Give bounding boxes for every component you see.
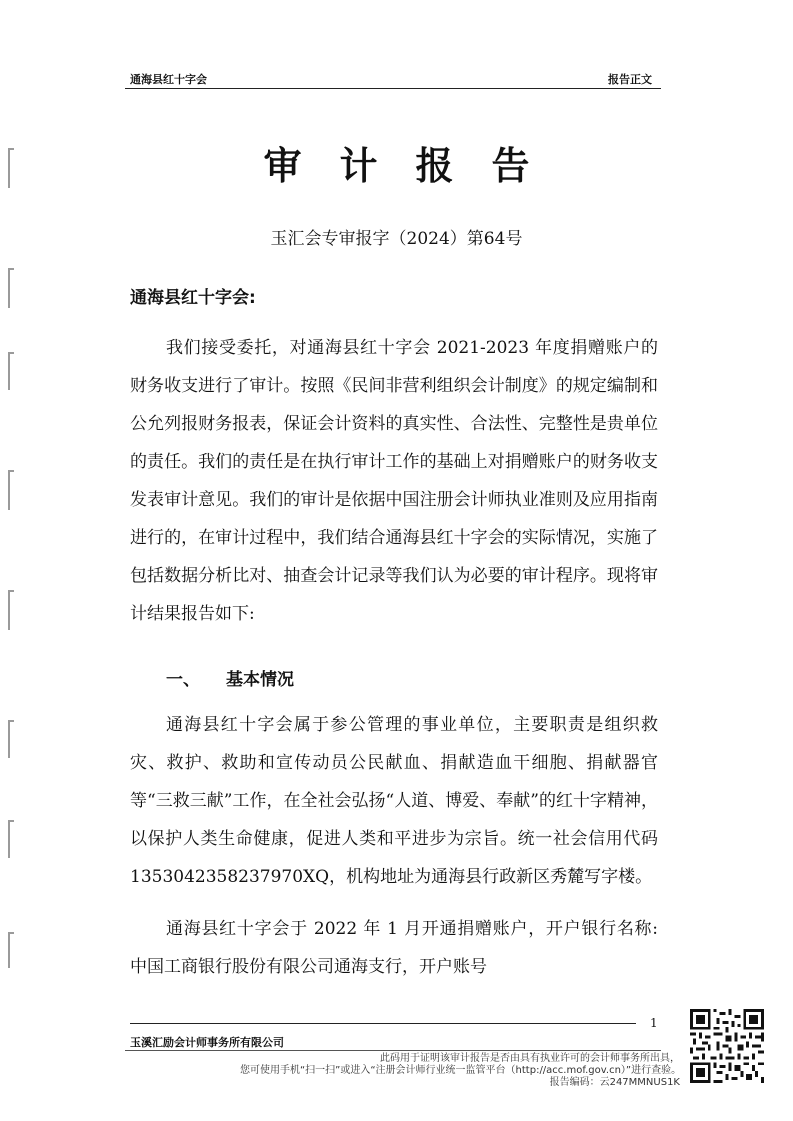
header-doc-type: 报告正文 — [608, 73, 652, 86]
binding-mark — [8, 352, 10, 390]
report-number: 玉汇会专审报字（2024）第64号 — [270, 229, 523, 249]
header-rule — [125, 88, 661, 89]
binding-mark — [8, 820, 10, 858]
qr-code-icon[interactable] — [690, 1009, 764, 1083]
firm-name: 玉溪汇励会计师事务所有限公司 — [130, 1036, 284, 1049]
section-title: 基本情况 — [226, 670, 294, 690]
binding-mark — [8, 470, 10, 510]
page-title: 审计报告 — [263, 144, 568, 188]
binding-mark — [8, 932, 10, 968]
footer-rule — [130, 1023, 636, 1024]
header-org: 通海县红十字会 — [130, 73, 207, 86]
addressee: 通海县红十字会: — [130, 288, 256, 308]
section-heading — [166, 665, 294, 690]
binding-mark — [8, 720, 10, 758]
binding-mark — [8, 268, 10, 308]
basic-info-paragraph: 通海县红十字会属于参公管理的事业单位，主要职责是组织救灾、救护、救助和宣传动员公民献血、捐献造血干细胞、捐献器官等“三救三献”工作，在全社会弘扬“人道、博爱、奉献”的红十字精神，以保护人类生命健康，促进人类和平进步为宗旨。统一社会信用代码 1353042358237970XQ，机构地址为通海县行政新区秀麓写字楼。 — [130, 715, 658, 887]
verification-note — [240, 1053, 680, 1089]
page-number: 1 — [650, 1016, 658, 1030]
binding-mark — [8, 590, 10, 630]
verify-line: 此码用于证明该审计报告是否由具有执业许可的会计师事务所出具， — [380, 1053, 680, 1064]
section-number: 一、 — [166, 670, 200, 690]
verify-line: 您可使用手机“扫一扫”或进入“注册会计师行业统一监管平台（http://acc.mof.gov.cn）”进行查验。 — [240, 1065, 682, 1076]
footer-rule-bottom — [125, 1050, 661, 1051]
intro-paragraph: 我们接受委托，对通海县红十字会 2021-2023 年度捐赠账户的财务收支进行了审计。按照《民间非营利组织会计制度》的规定编制和公允列报财务报表，保证会计资料的真实性、合法性、完整性是贵单位的责任。我们的责任是在执行审计工作的基础上对捐赠账户的财务收支发表审计意见。我们的审计是依据中国注册会计师执业准则及应用指南进行的，在审计过程中，我们结合通海县红十字会的实际情况，实施了包括数据分析比对、抽查会计记录等我们认为必要的审计程序。现将审计结果报告如下: — [130, 338, 658, 624]
account-paragraph: 通海县红十字会于 2022 年 1 月开通捐赠账户，开户银行名称: 中国工商银行股份有限公司通海支行，开户账号 — [130, 919, 658, 977]
report-code: 报告编码：云247MMNUS1K — [549, 1077, 680, 1088]
